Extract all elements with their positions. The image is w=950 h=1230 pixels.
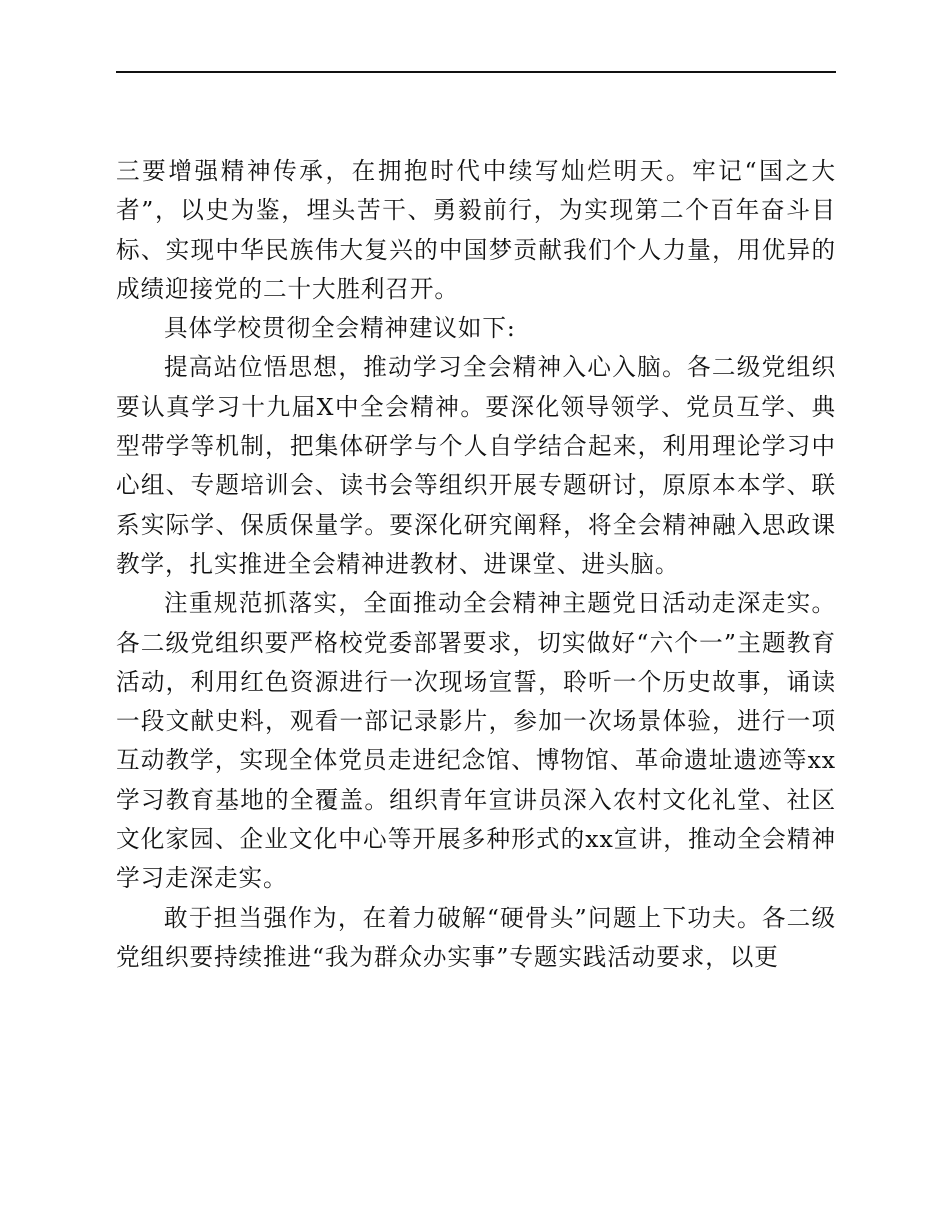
header-rule bbox=[116, 71, 836, 73]
paragraph-spirit-inheritance: 三要增强精神传承，在拥抱时代中续写灿烂明天。牢记“国之大者”，以史为鉴，埋头苦干、勇毅前行，为实现第二个百年奋斗目标、实现中华民族伟大复兴的中国梦贡献我们个人力量，用优异的成绩迎接党的二十大胜利召开。 bbox=[116, 157, 836, 303]
paragraph-study-plenary: 提高站位悟思想，推动学习全会精神入心入脑。各二级党组织要认真学习十九届X中全会精神。要深化领导领学、党员互学、典型带学等机制，把集体研学与个人自学结合起来，利用理论学习中心组、专题培训会、读书会等组织开展专题研讨，原原本本学、联系实际学、保质保量学。要深化研究阐释，将全会精神融入思政课教学，扎实推进全会精神进教材、进课堂、进头脑。 bbox=[116, 353, 836, 578]
paragraph-tough-problems: 敢于担当强作为，在着力破解“硬骨头”问题上下功夫。各二级党组织要持续推进“我为群众办实事”专题实践活动要求，以更 bbox=[116, 903, 836, 971]
document-body bbox=[116, 152, 836, 977]
paragraph-suggestions-intro: 具体学校贯彻全会精神建议如下: bbox=[164, 314, 516, 343]
paragraph-party-day-activities: 注重规范抓落实，全面推动全会精神主题党日活动走深走实。各二级党组织要严格校党委部署要求，切实做好“六个一”主题教育活动，利用红色资源进行一次现场宣誓，聆听一个历史故事，诵读一段文献史料，观看一部记录影片，参加一次场景体验，进行一项互动教学，实现全体党员走进纪念馆、博物馆、革命遗址遗迹等xx学习教育基地的全覆盖。组织青年宣讲员深入农村文化礼堂、社区文化家园、企业文化中心等开展多种形式的xx宣讲，推动全会精神学习走深走实。 bbox=[116, 589, 836, 893]
